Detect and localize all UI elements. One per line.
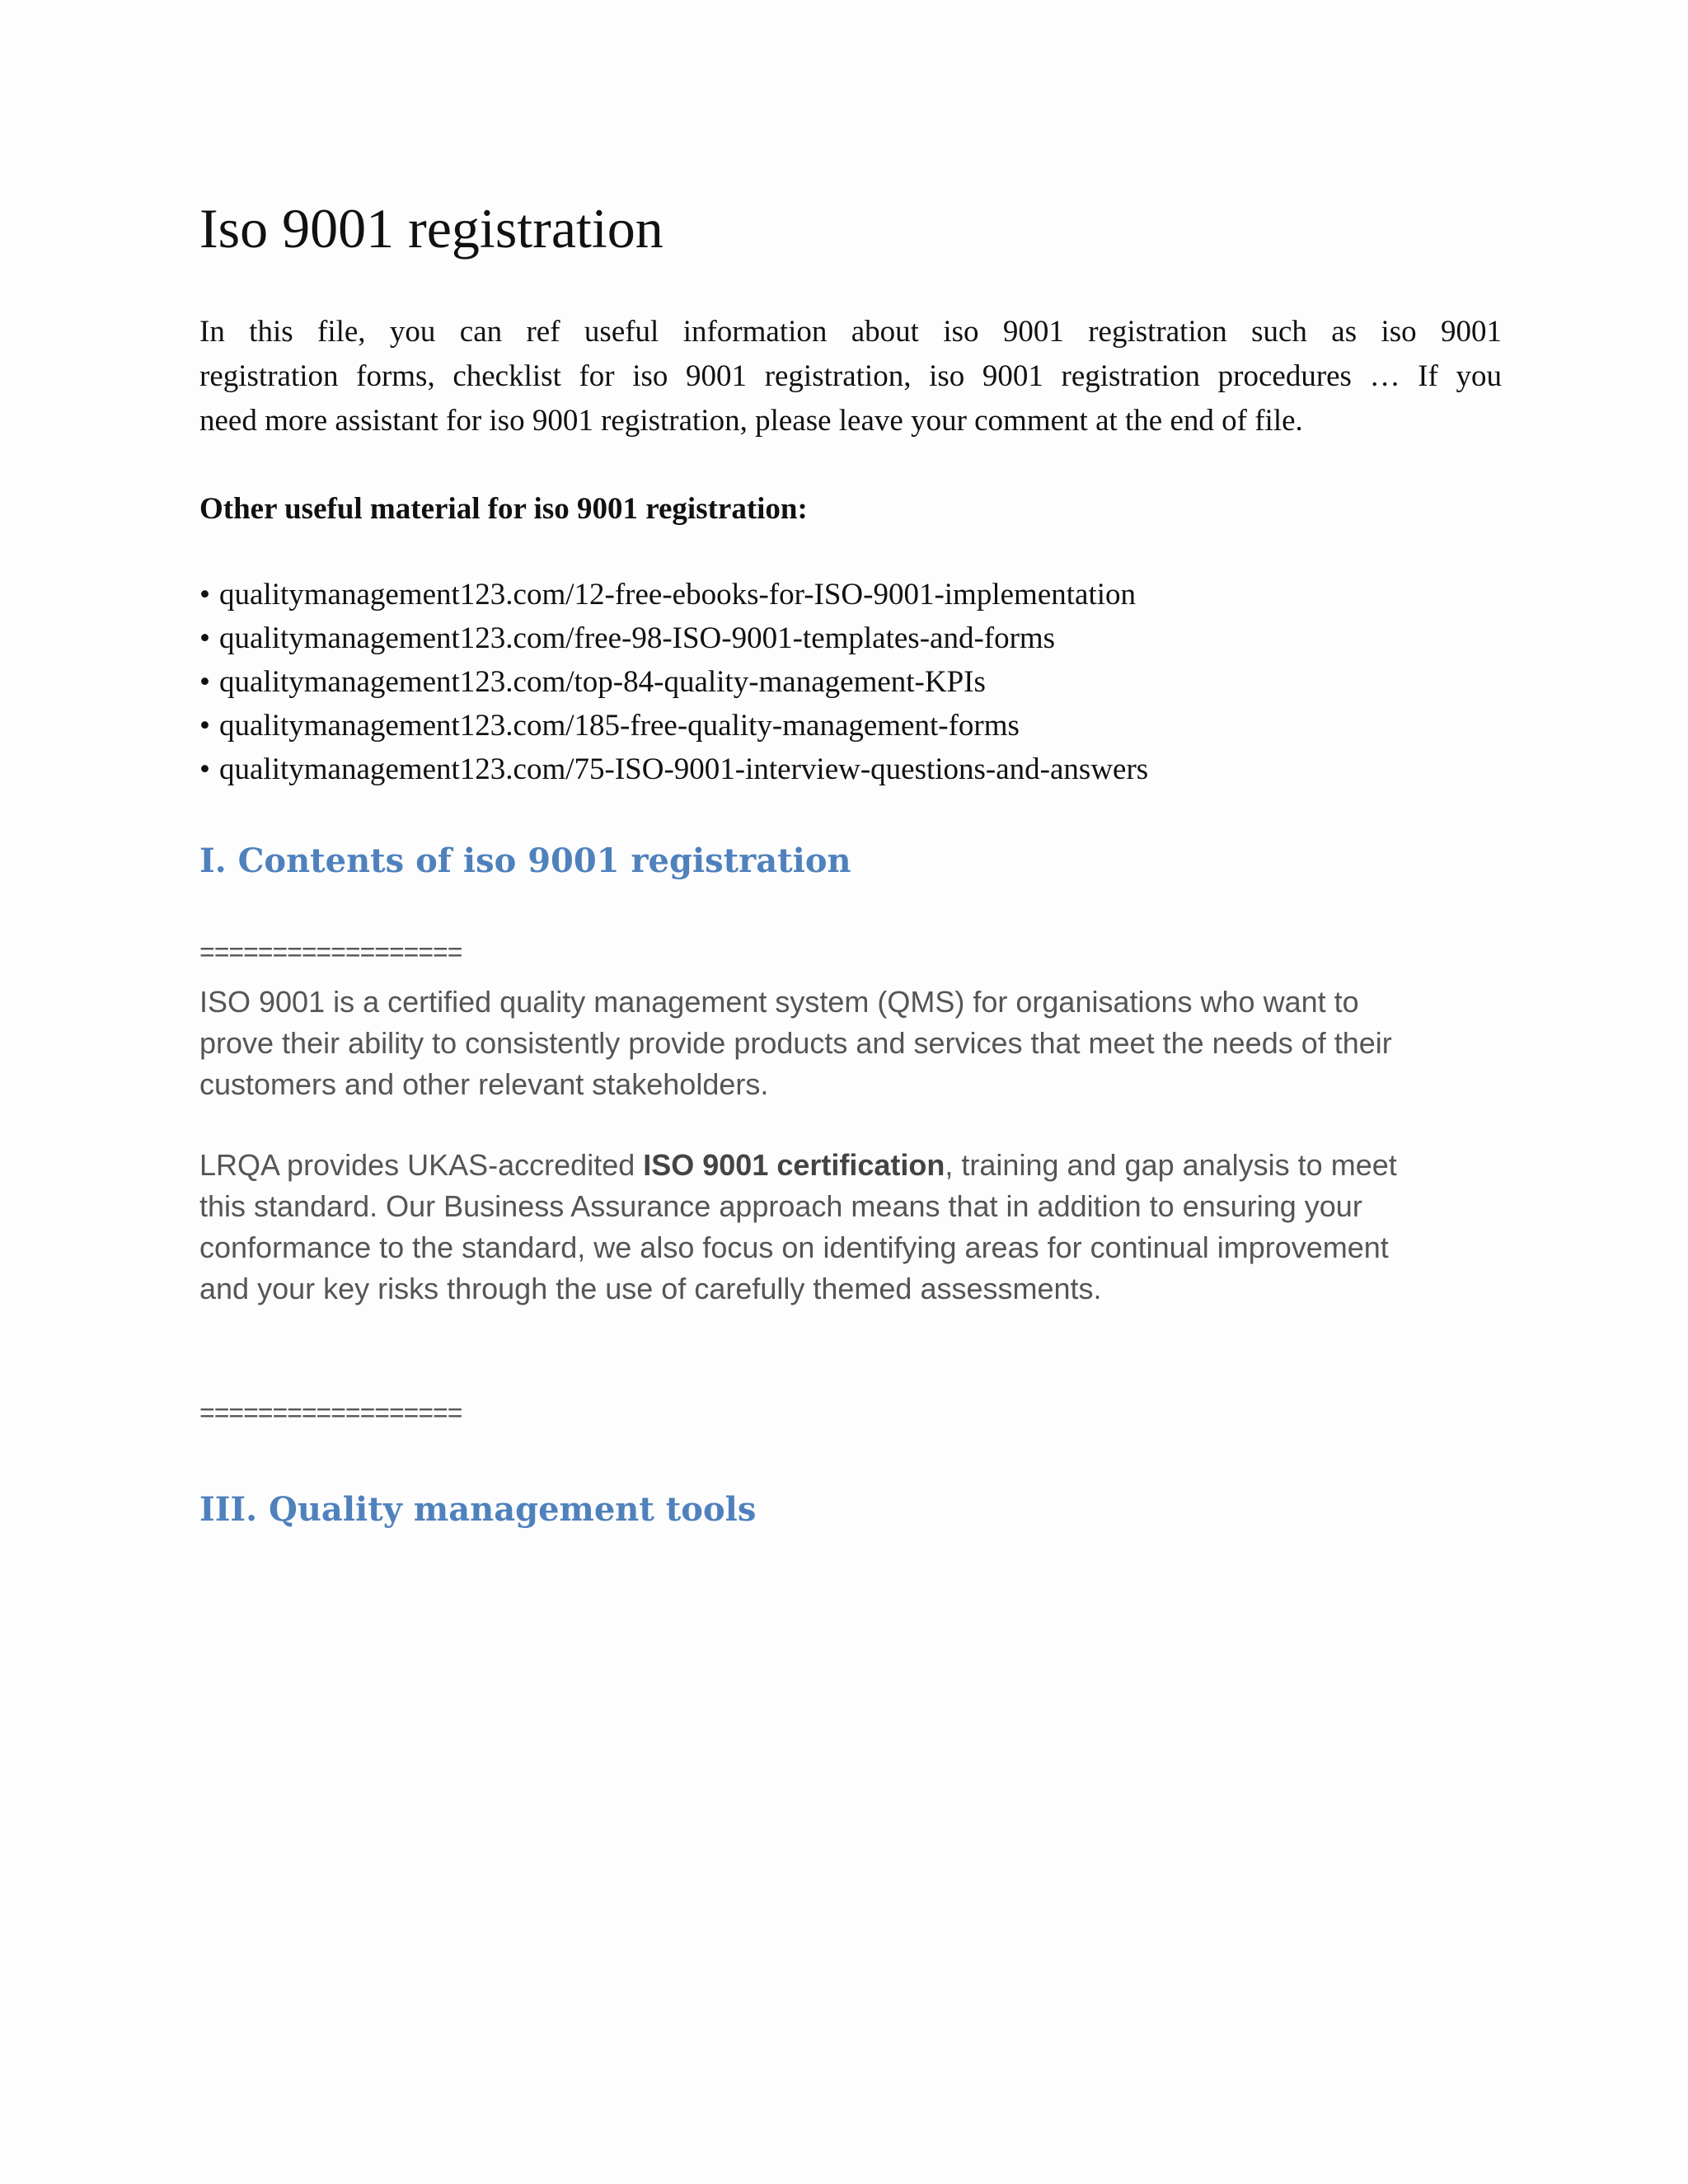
paragraph-text: , training and gap analysis to meet [945, 1148, 1397, 1182]
paragraph-line: conformance to the standard, we also focus on identifying areas for continual improvement [199, 1230, 1389, 1264]
certification-emphasis: ISO 9001 certification [643, 1148, 945, 1182]
section-heading-tools: III. Quality management tools [199, 1490, 757, 1529]
intro-paragraph [199, 310, 1502, 443]
section-heading-contents: I. Contents of iso 9001 registration [199, 841, 851, 880]
intro-line: registration forms, checklist for iso 9001 registration, iso 9001 registration procedures … If you [199, 359, 1502, 393]
paragraph-line: prove their ability to consistently provide products and services that meet the needs of their [199, 1026, 1392, 1060]
document-title: Iso 9001 registration [199, 197, 663, 260]
intro-line: In this file, you can ref useful information about iso 9001 registration such as iso 9001 [199, 315, 1502, 349]
iso-description-paragraph [199, 982, 1485, 1105]
resource-link[interactable]: qualitymanagement123.com/185-free-quality-management-forms [219, 709, 1020, 743]
intro-line: need more assistant for iso 9001 registration, please leave your comment at the end of file. [199, 404, 1303, 438]
resource-link[interactable]: qualitymanagement123.com/top-84-quality-management-KPIs [219, 665, 986, 699]
paragraph-line [199, 1145, 1485, 1186]
paragraph-line: this standard. Our Business Assurance approach means that in addition to ensuring your [199, 1189, 1362, 1223]
bullet-icon: • [199, 621, 210, 655]
paragraph-line: ISO 9001 is a certified quality management system (QMS) for organisations who want to [199, 985, 1359, 1019]
bullet-icon: • [199, 665, 210, 699]
list-item [199, 616, 1148, 660]
list-item [199, 704, 1148, 748]
paragraph-line: customers and other relevant stakeholders. [199, 1067, 769, 1101]
paragraph-line: and your key risks through the use of carefully themed assessments. [199, 1272, 1102, 1305]
bullet-icon: • [199, 578, 210, 612]
bullet-icon: • [199, 752, 210, 786]
material-heading: Other useful material for iso 9001 registration: [199, 492, 808, 526]
list-item [199, 748, 1148, 791]
list-item [199, 573, 1148, 616]
paragraph-text: LRQA provides UKAS-accredited [199, 1148, 644, 1182]
resource-link-list [199, 573, 1148, 791]
lrqa-paragraph [199, 1145, 1485, 1310]
divider-line: ================== [199, 937, 462, 967]
list-item [199, 660, 1148, 704]
bullet-icon: • [199, 709, 210, 743]
resource-link[interactable]: qualitymanagement123.com/75-ISO-9001-interview-questions-and-answers [219, 752, 1149, 786]
resource-link[interactable]: qualitymanagement123.com/12-free-ebooks-for-ISO-9001-implementation [219, 578, 1137, 612]
divider-line: ================== [199, 1398, 462, 1427]
resource-link[interactable]: qualitymanagement123.com/free-98-ISO-9001-templates-and-forms [219, 621, 1056, 655]
